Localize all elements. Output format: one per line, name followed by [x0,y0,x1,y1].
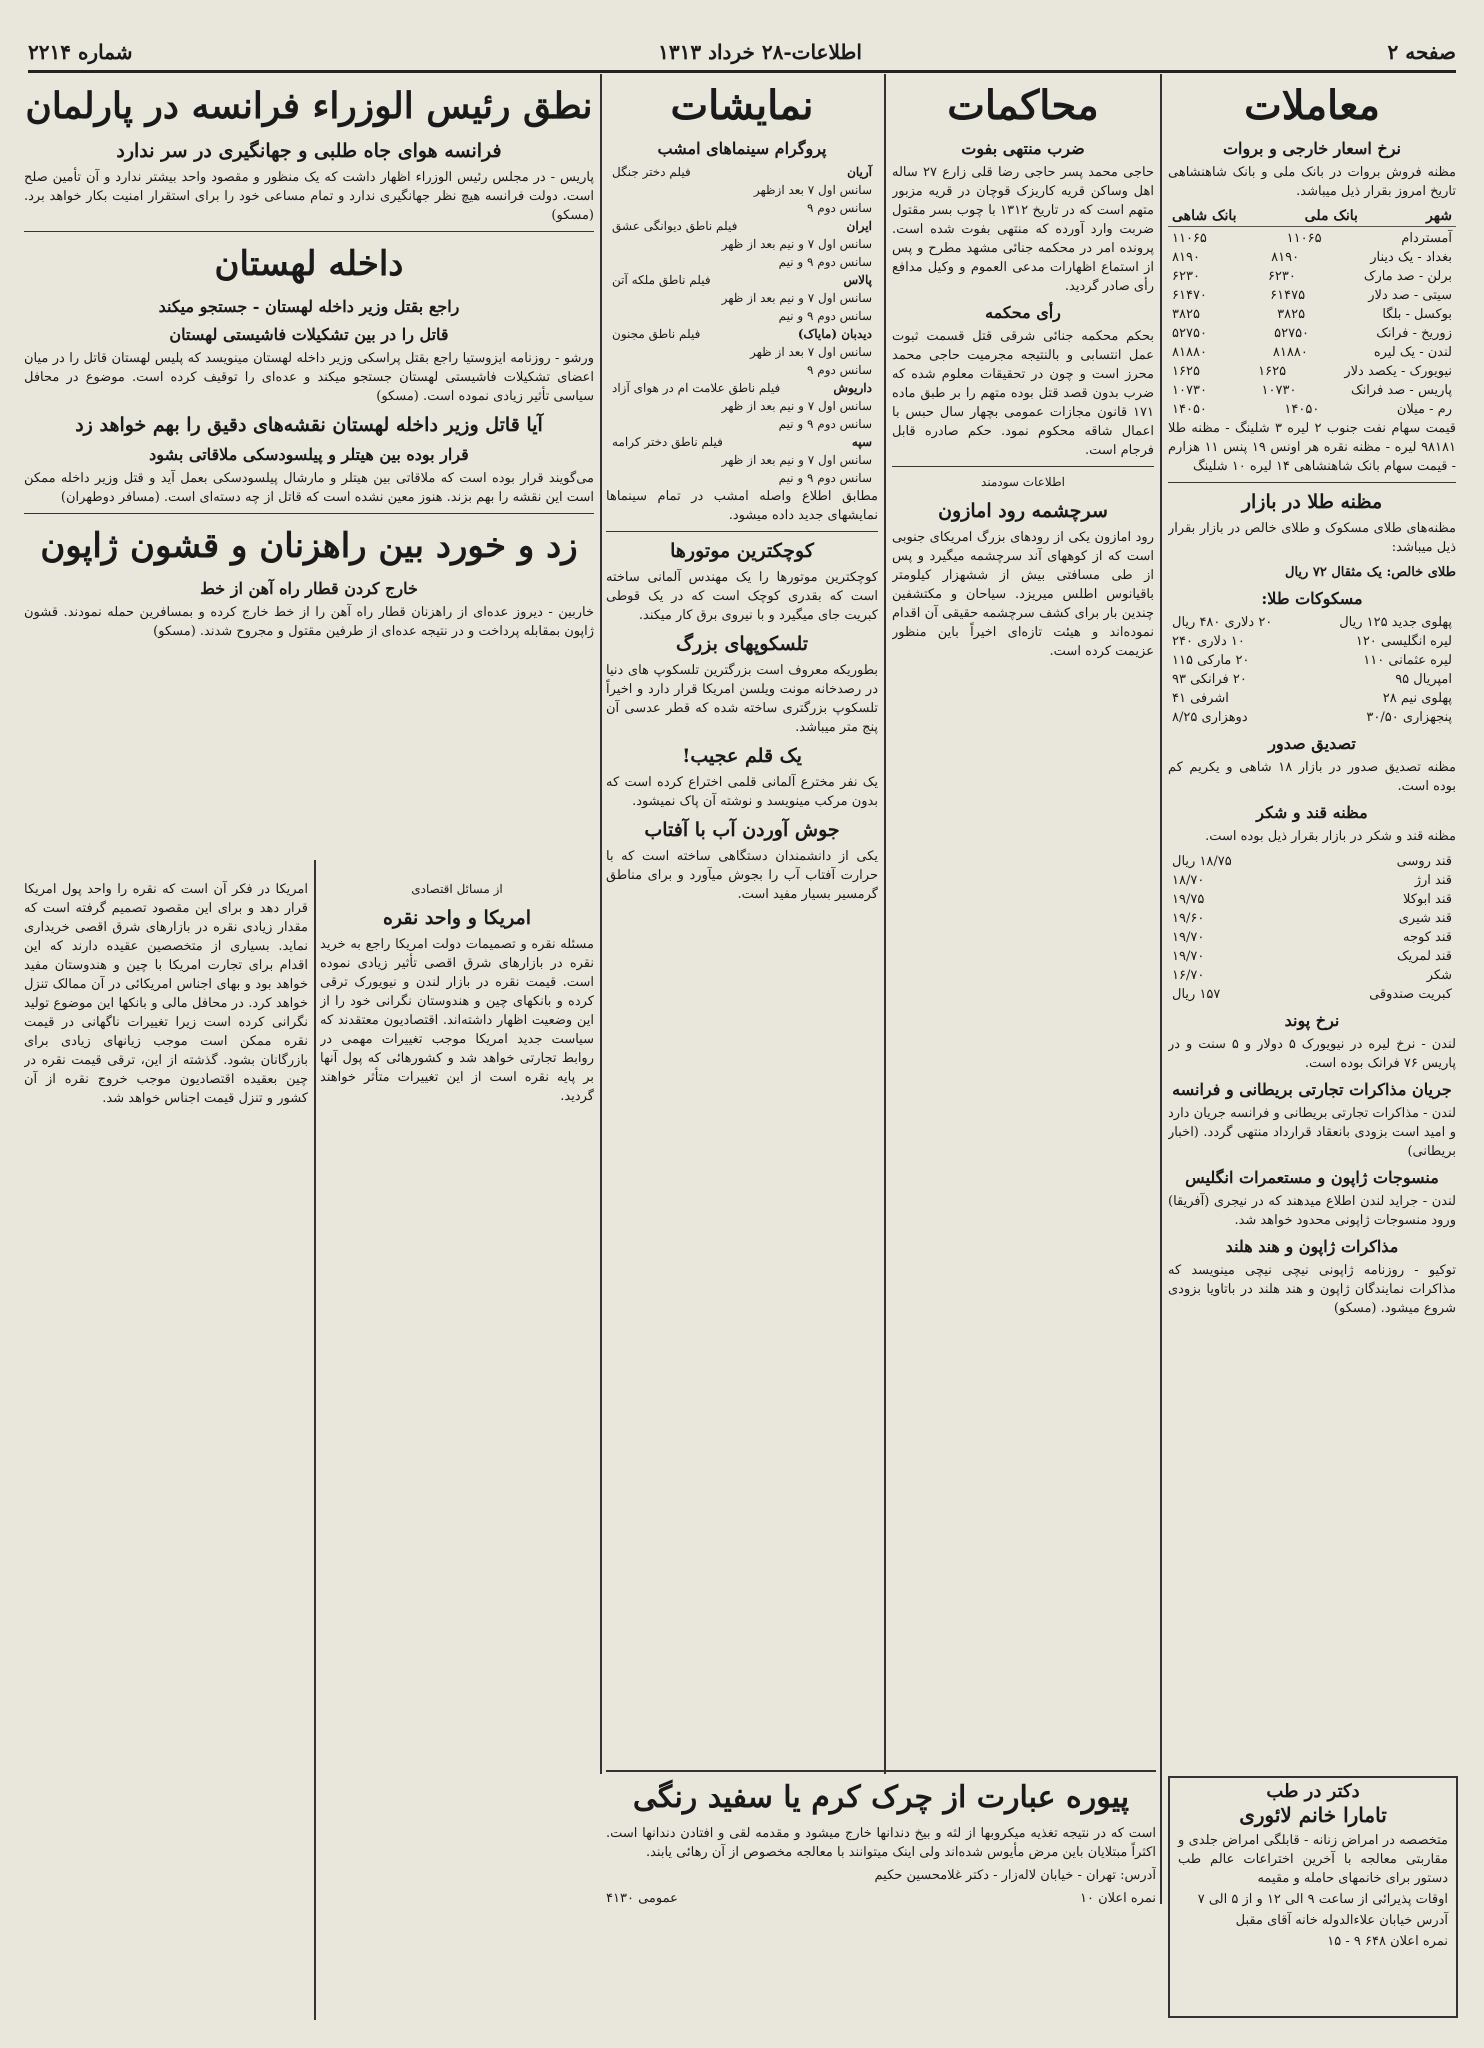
column-rule [600,74,602,1774]
doctor-ad-number: نمره اعلان ۶۴۸ ۹ - ۱۵ [1327,1934,1448,1949]
doctor-desc: متخصصه در امراض زنانه - قابلگی امراض جلدی و مقاربتی معالجه با آخرین اختراعات عالم طب دستور برای خانمهای حامله و مقیمه [1178,1833,1448,1886]
trials-title: محاکمات [947,82,1099,129]
table-row: آمستردام ۱۱۰۶۵ ۱۱۰۶۵ [1172,231,1452,246]
headline-france: نطق رئیس الوزراء فرانسه در پارلمان [25,85,593,127]
doctor-address: آدرس خیابان علاءالدوله خانه آقای مقبل [1235,1913,1448,1928]
table-row: قند لمریک ۱۹/۷۰ [1172,949,1452,964]
talks-text: لندن - مذاکرات تجارتی بریطانی و فرانسه جریان دارد و امید است بزودی بانعقاد قرارداد منتهی گردد. (اخبار بریطانی) [1168,1106,1456,1159]
assassin-text: می‌گویند قرار بوده است که ملاقاتی بین هیتلر و مارشال پیلسودسکی بعمل آید و قتل وزیر داخله ممکن است این نقشه را بهم بزند. هنوز معین نشده است که قاتل از چه دسته‌ای است. (مسافر دوطهران) [24,471,594,505]
doctor-title: دکتر در طب [1266,1781,1360,1802]
motors-text: کوچکترین موتورها را یک مهندس آلمانی ساخته است که بقدری کوچک است که در یک قوطی کبریت جای میگیرد و با نیروی برق کار میکند. [606,570,878,623]
fx-notes: قیمت سهام نفت جنوب ۲ لیره ۳ شلینگ - مظنه طلا ۹۸۱۸۱ لیره - مظنه نقره هر اونس ۱۹ پنس ۱۱ هزارم - قیمت سهام بانک شاهنشاهی ۱۴ لیره ۱۰ شلینگ [1168,421,1456,474]
finance-title: معاملات [1244,82,1380,129]
shows-title: نمایشات [670,82,814,129]
silver-text: مسئله نقره و تصمیمات دولت امریکا راجع به خرید نقره در بازارهای شرق اقصی تأثیر زیادی نموده است. قیمت نقره در بازار لندن و نیویورک ترقی کرده و بانکهای چین و هندوستان نگرانی خود را از این وضعیت اظهار داشته‌اند. اقتصادیون معتقدند که سیاست جدید امریکا موجب تغییرات مهمی در روابط تجارتی خواهد شد و کشورهائی که پول آنها بر پایه نقره است از این تغییرات متأثر خواهند گردید. [320,937,594,1104]
table-row: پهلوی جدید ۱۲۵ ریال ۲۰ دلاری ۴۸۰ ریال [1172,615,1452,630]
running-head [28,34,1456,73]
verdict-title: رأی محکمه [985,303,1061,322]
amazon-title: سرچشمه رود امازون [938,500,1108,522]
table-row: قند کوجه ۱۹/۷۰ [1172,930,1452,945]
table-row: امپریال ۹۵ ۲۰ فرانکی ۹۳ [1172,672,1452,687]
table-row: برلن - صد مارک ۶۲۳۰ ۶۲۳۰ [1172,269,1452,284]
program-title: پروگرام سینماهای امشب [657,139,827,158]
subhead-poland-1: راجع بقتل وزیر داخله لهستان - جستجو میکند [158,297,460,316]
textiles-text: لندن - جراید لندن اطلاع میدهند که در نیجری (آفریقا) ورود منسوجات ژاپونی محدود خواهد شد. [1168,1194,1456,1228]
case-text: حاجی محمد پسر حاجی رضا قلی زارع ۲۷ ساله اهل وساکن قریه کاریزک قوچان در قریه مزبور متهم است که در تاریخ ۱۳۱۲ با چوب بسر مقتول ضربت وارد آورده که منتهی بفوت شده است. پرونده امر در محکمه جنائی مشهد مطرح و پس از استماع اظهارات مدعی العموم و وکیل مدافع رأی صادر گردید. [892,165,1154,294]
subhead-poland-2: قاتل را در بین تشکیلات فاشیستی لهستان [169,325,449,344]
gold-pure: طلای خالص: یک مثقال ۷۲ ریال [1285,565,1456,580]
doctor-ad [1168,1776,1458,2018]
case-title: ضرب منتهی بفوت [961,139,1085,158]
ad-contact: آدرس: تهران - خیابان لاله‌زار - دکتر غلامحسین حکیم [874,1868,1156,1883]
ad-rule [606,1770,1156,1772]
india-title: مذاکرات ژاپون و هند هلند [1225,1237,1399,1256]
economy-column [24,880,308,2000]
shows-note: مطابق اطلاع واصله امشب در تمام سینماها نمایشهای جدید داده میشود. [606,489,878,523]
ad-code: عمومی ۴۱۳۰ [606,1891,678,1906]
table-row: رم - میلان ۱۴۰۵۰ ۱۴۰۵۰ [1172,402,1452,417]
pyorrhea-ad [606,1776,1156,2016]
paper-date: اطلاعات-۲۸ خرداد ۱۳۱۳ [658,40,862,64]
trials-column [892,76,1154,1766]
politics-block [24,76,594,856]
ad-headline: پیوره عبارت از چرک کرم یا سفید رنگی [632,1780,1130,1815]
list-item: آریان فیلم دختر جنگل سانس اول ۷ بعد ازظهر سانس دوم ۹ [612,165,872,215]
table-row: شکر ۱۶/۷۰ [1172,968,1452,983]
pen-text: یک نفر مخترع آلمانی قلمی اختراع کرده است که بدون مرکب مینویسد و نوشته آن پاک نمیشود. [606,775,878,809]
table-row: بوکسل - بلگا ۳۸۲۵ ۳۸۲۵ [1172,307,1452,322]
table-row: لندن - یک لیره ۸۱۸۸۰ ۸۱۸۸۰ [1172,345,1452,360]
useful-info-label: اطلاعات سودمند [981,475,1065,489]
table-row: سیتی - صد دلار ۶۱۴۷۵ ۶۱۴۷۰ [1172,288,1452,303]
table-row: نیویورک - یکصد دلار ۱۶۲۵ ۱۶۲۵ [1172,364,1452,379]
fx-title: نرخ اسعار خارجی و بروات [1222,139,1402,158]
doctor-name: تامارا خانم لائوری [1239,1803,1387,1827]
verdict-text: بحکم محکمه جنائی شرقی قتل قسمت ثبوت عمل انتسابی و بالنتیجه مجرمیت حاجی محمد محرز است و چون در تحقیقات معلوم شده که ضرب بدون قصد قتل بوده متهم را بر طبق ماده ۱۷۱ قانون مجازات عمومی بچهار سال حبس با اعمال شاقه محکوم نمود. حکم صادره قابل فرجام است. [892,329,1154,458]
motors-title: کوچکترین موتورها [670,540,814,562]
ad-body: است که در نتیجه تغذیه میکروبها از لثه و بیخ دندانها خارج میشود و مقدمه لقی و افتادن دندانها است. اکثراً مبتلایان باین مرض مأیوس شده‌اند ولی اینک میتوانند با معالجه مخصوص از آن رهائی یابند. [606,1826,1156,1860]
silver-title: امریکا و واحد نقره [382,907,532,929]
table-row: قند ارژ ۱۸/۷۰ [1172,873,1452,888]
headline-poland: داخله لهستان [214,244,404,284]
talks-title: جریان مذاکرات تجارتی بریطانی و فرانسه [1172,1080,1452,1099]
sugar-title: مظنه قند و شکر [1256,803,1368,822]
table-row: لیره انگلیسی ۱۲۰ ۱۰ دلاری ۲۴۰ [1172,634,1452,649]
column-rule [884,74,886,1774]
doctor-hours: اوقات پذیرائی از ساعت ۹ الی ۱۲ و از ۵ الی ۷ [1197,1892,1448,1907]
column-rule [1160,74,1162,1904]
sugar-table [1168,852,1456,1004]
economy-text: امریکا در فکر آن است که نقره را واحد پول امریکا قرار دهد و برای این مقصود تصمیم گرفته است که مقدار زیادی نقره در بازارهای شرق اقصی خریداری نماید. بسیاری از متخصصین عقیده دارند که این اقدام برای تجارت امریکا با چین و هندوستان مفید خواهد بود و بهای اجناس امریکائی در آن ممالک تنزل خواهد کرد. در محافل مالی و بانکها این موضوع تولید نگرانی کرده است زیرا تغییرات ناگهانی در قیمت نقره ممکن است موجب زیانهای زیادی برای بازرگانان بشود. گذشته از این، ترقی قیمت نقره در چین بعقیده اقتصادیون موجب خروج نقره از آن کشور و تنزل قیمت اجناس خواهد شد. [24,882,308,1106]
table-row: پنجهزاری ۳۰/۵۰ دوهزاری ۸/۲۵ [1172,710,1452,725]
france-text: پاریس - در مجلس رئیس الوزراء اظهار داشت که یک منظور و مقصود واحد بیشتر ندارد و آن تأمین صلح است. دولت فرانسه هیچ نظر جهانگیری ندارد و تمام مساعی خود را برای استقرار امنیت بکار خواهد برد. (مسکو) [24,170,594,223]
headline-bandits: زد و خورد بین راهزنان و قشون ژاپون [40,526,578,566]
table-row: قند شیری ۱۹/۶۰ [1172,911,1452,926]
bandits-text: خاربین - دیروز عده‌ای از راهزنان قطار راه آهن را از خط خارج کرده و بمسافرین حمله نمودند. قشون ژاپون بمقابله پرداخت و در نتیجه عده‌ای از طرفین مقتول و مجروح شدند. (مسکو) [24,605,594,639]
telescope-text: بطوریکه معروف است بزرگترین تلسکوپ های دنیا در رصدخانه مونت ویلسن امریکا قرار دارد و اخیراً تلسکوپ بزرگتری ساخته شده که قطر عدسی آن پنج متر میباشد. [606,663,878,735]
table-row: قند روسی ۱۸/۷۵ ریال [1172,854,1452,869]
pen-title: یک قلم عجیب! [682,745,802,767]
cinema-listing [606,163,878,487]
fx-table-header: شهر بانک ملی بانک شاهی [1168,207,1456,227]
coins-table [1168,613,1456,727]
water-title: جوش آوردن آب با آفتاب [644,819,840,841]
subhead-france: فرانسه هوای جاه طلبی و جهانگیری در سر ندارد [116,140,502,162]
table-row: پهلوی نیم ۲۸ اشرفی ۴۱ [1172,691,1452,706]
poland-text: ورشو - روزنامه ایزوستیا راجع بقتل پراسکی وزیر داخله لهستان مینویسد که پلیس لهستان قاتل را در میان اعضای تشکیلات فاشیستی لهستان جستجو میکند و عده‌ای را توقیف کرده است. موضوع در محافل سیاسی تأثیر زیادی نموده است. (مسکو) [24,351,594,404]
ad-number: نمره اعلان ۱۰ [1079,1891,1156,1906]
telescope-title: تلسکوپهای بزرگ [675,633,809,655]
table-row: پاریس - صد فرانک ۱۰۷۳۰ ۱۰۷۳۰ [1172,383,1452,398]
table-row: قند ابوکلا ۱۹/۷۵ [1172,892,1452,907]
shows-column [606,76,878,1766]
list-item: سپه فیلم ناطق دختر کرامه سانس اول ۷ و نیم بعد از ظهر سانس دوم ۹ و نیم [612,435,872,485]
fx-table [1168,229,1456,419]
amazon-text: رود امازون یکی از رودهای بزرگ امریکای جنوبی است که از کوههای آند سرچشمه میگیرد و پس از طی مسافتی بیش از ششهزار کیلومتر باقیانوس اطلس میریزد. سیاحان و مکتشفین چندین بار برای کشف سرچشمه حقیقی آن اقدام نموده‌اند و هیئت تازه‌ای اخیراً باین منظور عزیمت کرده است. [892,530,1154,659]
table-row: کبریت صندوقی ۱۵۷ ریال [1172,987,1452,1002]
gold-intro: مظنه‌های طلای مسکوک و طلای خالص در بازار بقرار ذیل میباشد: [1168,521,1456,555]
issue-number: شماره ۲۲۱۴ [28,40,133,64]
india-text: توکیو - روزنامه ژاپونی نیچی نیچی مینویسد که مذاکرات نمایندگان ژاپون و هند هلند در باتاویا بزودی شروع میشود. (مسکو) [1168,1263,1456,1316]
finance-column [1168,76,1456,1976]
fx-intro: مظنه فروش بروات در بانک ملی و بانک شاهنشاهی تاریخ امروز بقرار ذیل میباشد. [1168,165,1456,199]
export-text: مظنه تصدیق صدور در بازار ۱۸ شاهی و یکریم کم بوده است. [1168,760,1456,794]
export-title: تصدیق صدور [1268,734,1356,753]
table-row: لیره عثمانی ۱۱۰ ۲۰ مارکی ۱۱۵ [1172,653,1452,668]
page-number: صفحه ۲ [1387,40,1456,64]
water-text: یکی از دانشمندان دستگاهی ساخته است که با حرارت آفتاب آب را بجوش میآورد و برای مناطق گرمسیر بسیار مفید است. [606,849,878,902]
gold-title: مظنه طلا در بازار [1241,491,1383,513]
econ-label: از مسائل اقتصادی [411,882,503,896]
list-item: ایران فیلم ناطق دیوانگی عشق سانس اول ۷ و نیم بعد از ظهر سانس دوم ۹ و نیم [612,219,872,269]
pound-title: نرخ پوند [1284,1011,1340,1030]
list-item: داریوش فیلم ناطق علامت ام در هوای آزاد سانس اول ۷ و نیم بعد از ظهر سانس دوم ۹ و نیم [612,381,872,431]
assassin-sub: قرار بوده بین هیتلر و پیلسودسکی ملاقاتی بشود [149,445,469,464]
pound-text: لندن - نرخ لیره در نیویورک ۵ دولار و ۵ سنت و در پاریس ۷۶ فرانک بوده است. [1168,1037,1456,1071]
list-item: دیدبان (مایاک) فیلم ناطق مجنون سانس اول ۷ بعد از ظهر سانس دوم ۹ [612,327,872,377]
assassin-title: آیا قاتل وزیر داخله لهستان نقشه‌های دقیق را بهم خواهد زد [75,414,543,436]
column-rule [314,860,316,2020]
table-row: بغداد - یک دینار ۸۱۹۰ ۸۱۹۰ [1172,250,1452,265]
silver-column [320,880,594,2000]
coins-title: مسکوکات طلا: [1261,589,1363,608]
list-item: پالاس فیلم ناطق ملکه آتن سانس اول ۷ و نیم بعد از ظهر سانس دوم ۹ و نیم [612,273,872,323]
textiles-title: منسوجات ژاپون و مستعمرات انگلیس [1185,1168,1439,1187]
sugar-intro: مظنه قند و شکر در بازار بقرار ذیل بوده است. [1205,829,1456,844]
bandits-sub: خارج کردن قطار راه آهن از خط [200,579,418,598]
table-row: زوریخ - فرانک ۵۲۷۵۰ ۵۲۷۵۰ [1172,326,1452,341]
